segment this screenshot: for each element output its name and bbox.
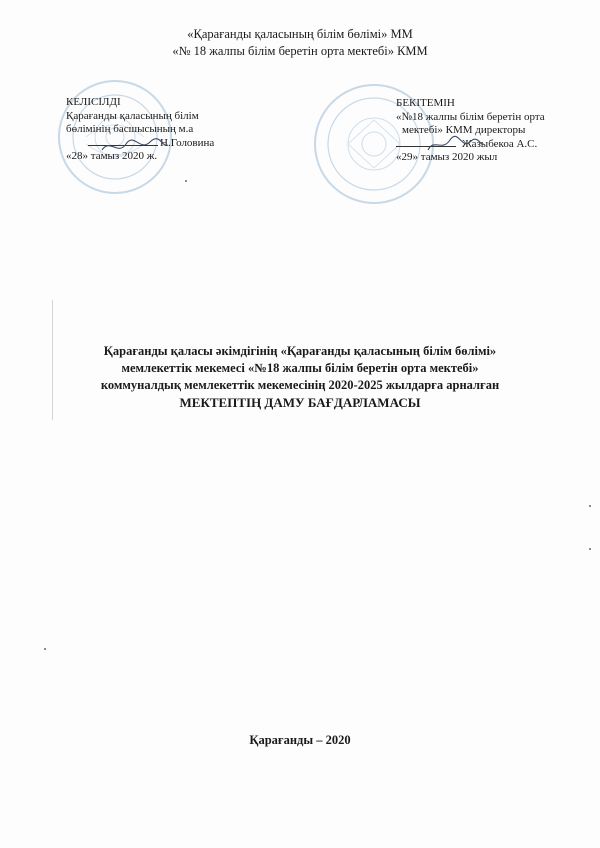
right-handwritten-signature xyxy=(426,134,486,156)
approval-right-date: «29» тамыз 2020 жыл xyxy=(396,151,498,163)
title-line-4: МЕКТЕПТІҢ ДАМУ БАҒДАРЛАМАСЫ xyxy=(179,395,421,410)
approval-right-line-2: мектебі» КММ директоры xyxy=(402,124,526,136)
scan-dot xyxy=(44,648,46,650)
scan-dot xyxy=(589,505,591,507)
header-line-1: «Қарағанды қаласының білім бөлімі» ММ xyxy=(187,27,413,41)
footer-place-year: Қарағанды – 2020 xyxy=(249,733,351,747)
approval-left-line-2: бөлімінің басшысының м.а xyxy=(66,123,194,135)
approval-left-date: «28» тамыз 2020 ж. xyxy=(66,150,158,162)
scan-dot xyxy=(185,180,187,182)
approval-left-line-1: Қарағанды қаласының білім xyxy=(66,109,199,122)
approval-right-heading: БЕКІТЕМІН xyxy=(396,97,455,109)
left-handwritten-signature xyxy=(100,136,170,158)
document-header xyxy=(0,26,600,60)
approval-right-line-1: «№18 жалпы білім беретін орта xyxy=(396,110,545,123)
document-footer xyxy=(0,733,600,748)
scan-edge-mark xyxy=(52,300,53,420)
approval-left-heading: КЕЛІСІЛДІ xyxy=(66,96,121,108)
header-line-2: «№ 18 жалпы білім беретін орта мектебі» КММ xyxy=(172,44,428,58)
scan-dot xyxy=(589,548,591,550)
title-line-1: Қарағанды қаласы әкімдігінің «Қарағанды қаласының білім бөлімі» xyxy=(103,344,497,358)
document-title xyxy=(40,343,560,411)
title-line-2: мемлекеттік мекемесі «№18 жалпы білім беретін орта мектебі» xyxy=(121,361,479,375)
title-line-3: коммуналдық мемлекеттік мекемесінің 2020-2025 жылдарға арналған xyxy=(100,378,500,392)
approval-left-signer: Н.Головина xyxy=(160,136,215,149)
approval-right-signer: Жазыбекоа А.С. xyxy=(462,137,538,150)
